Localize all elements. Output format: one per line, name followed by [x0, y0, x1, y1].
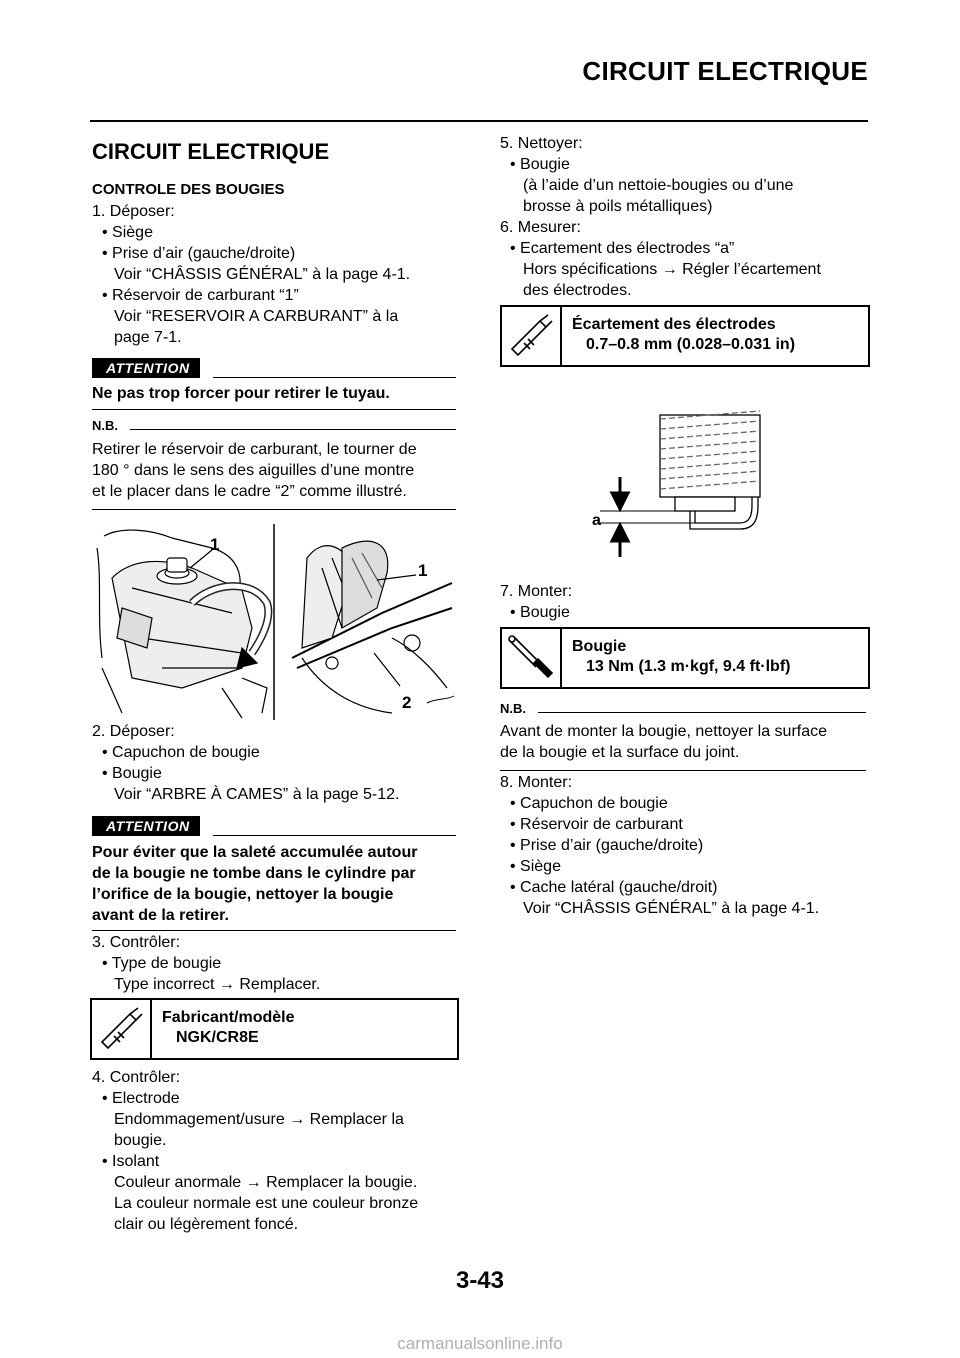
nb-text: 180 ° dans le sens des aiguilles d’une montre	[92, 462, 415, 479]
nb-rule	[130, 429, 456, 430]
step-7-item: • Bougie	[510, 604, 570, 621]
attention-text: avant de la retirer.	[92, 907, 229, 924]
step-4-detail: bougie.	[114, 1132, 167, 1149]
spec-name: Fabricant/modèle	[162, 1009, 295, 1026]
attention-text: de la bougie ne tombe dans le cylindre par	[92, 865, 416, 882]
step-4-detail: Endommagement/usure → Remplacer la	[114, 1111, 404, 1128]
attention-end-rule	[92, 930, 456, 931]
section-title: CIRCUIT ELECTRIQUE	[92, 139, 330, 164]
step-4-item: • Isolant	[102, 1153, 160, 1170]
running-header: CIRCUIT ELECTRIQUE	[582, 56, 868, 86]
step-6-heading: 6. Mesurer:	[500, 219, 581, 236]
watermark: carmanualsonline.info	[397, 1334, 563, 1353]
step-8-item: • Siège	[510, 858, 561, 875]
attention-rule	[213, 835, 456, 836]
nb-label: N.B.	[500, 701, 526, 716]
step-3-heading: 3. Contrôler:	[92, 934, 181, 951]
step-7-heading: 7. Monter:	[500, 583, 573, 600]
step-6-item: • Ecartement des électrodes “a”	[510, 240, 735, 257]
step-2-item: • Capuchon de bougie	[102, 744, 260, 761]
nb-text: Retirer le réservoir de carburant, le tourner de	[92, 441, 417, 458]
spec-name: Écartement des électrodes	[572, 316, 776, 333]
spec-value: NGK/CR8E	[176, 1029, 259, 1046]
step-2-item: • Bougie	[102, 765, 162, 782]
step-4-item: • Electrode	[102, 1090, 180, 1107]
attention-text: Ne pas trop forcer pour retirer le tuyau.	[92, 385, 390, 402]
step-8-ref: Voir “CHÂSSIS GÉNÉRAL” à la page 4-1.	[523, 900, 820, 917]
step-1-ref: Voir “RESERVOIR A CARBURANT” à la	[114, 308, 399, 325]
spec-name: Bougie	[572, 638, 627, 655]
gap-callout-a: a	[592, 512, 601, 529]
attention-label: ATTENTION	[92, 816, 200, 836]
nb-end-rule	[500, 770, 866, 771]
nb-text: et le placer dans le cadre “2” comme illustré.	[92, 483, 407, 500]
step-4-heading: 4. Contrôler:	[92, 1069, 181, 1086]
step-8-item: • Réservoir de carburant	[510, 816, 683, 833]
nb-text: de la bougie et la surface du joint.	[500, 744, 740, 761]
step-4-detail: Couleur anormale → Remplacer la bougie.	[114, 1174, 418, 1191]
torque-wrench-icon	[502, 629, 562, 687]
step-2-heading: 2. Déposer:	[92, 723, 175, 740]
step-6-detail: Hors spécifications → Régler l’écartement	[523, 261, 821, 278]
step-1-heading: 1. Déposer:	[92, 203, 175, 220]
step-8-item: • Cache latéral (gauche/droit)	[510, 879, 718, 896]
caliper-icon	[502, 307, 562, 365]
fuel-tank-illustration	[92, 518, 458, 724]
step-5-detail: brosse à poils métalliques)	[523, 198, 713, 215]
caliper-icon	[92, 1000, 152, 1058]
step-1-ref: Voir “CHÂSSIS GÉNÉRAL” à la page 4-1.	[114, 266, 411, 283]
nb-end-rule	[92, 509, 456, 510]
attention-rule	[213, 377, 456, 378]
figure-callout-1: 1	[418, 561, 428, 580]
attention-label: ATTENTION	[92, 358, 200, 378]
step-3-detail: Type incorrect → Remplacer.	[114, 976, 321, 993]
step-8-item: • Capuchon de bougie	[510, 795, 668, 812]
step-8-item: • Prise d’air (gauche/droite)	[510, 837, 704, 854]
step-5-heading: 5. Nettoyer:	[500, 135, 583, 152]
nb-label: N.B.	[92, 418, 118, 433]
nb-rule	[538, 712, 866, 713]
step-6-detail: des électrodes.	[523, 282, 632, 299]
subsection-title: CONTROLE DES BOUGIES	[92, 181, 285, 198]
step-5-item: • Bougie	[510, 156, 570, 173]
header-rule	[90, 120, 868, 122]
nb-text: Avant de monter la bougie, nettoyer la surface	[500, 723, 828, 740]
step-4-detail: clair ou légèrement foncé.	[114, 1216, 299, 1233]
spec-box-electrode-gap	[500, 305, 870, 367]
step-1-ref: page 7-1.	[114, 329, 182, 346]
step-2-ref: Voir “ARBRE À CAMES” à la page 5-12.	[114, 786, 400, 803]
spark-plug-gap-illustration	[580, 405, 780, 565]
step-1-item: • Réservoir de carburant “1”	[102, 287, 299, 304]
page-number: 3-43	[455, 1267, 505, 1294]
attention-end-rule	[92, 409, 456, 410]
step-4-detail: La couleur normale est une couleur bronze	[114, 1195, 419, 1212]
step-3-item: • Type de bougie	[102, 955, 222, 972]
step-1-item: • Prise d’air (gauche/droite)	[102, 245, 296, 262]
spec-value: 13 Nm (1.3 m·kgf, 9.4 ft·lbf)	[586, 658, 791, 675]
figure-callout-1: 1	[210, 535, 220, 554]
spec-box-plug-torque	[500, 627, 870, 689]
attention-text: l’orifice de la bougie, nettoyer la bougie	[92, 886, 394, 903]
step-8-heading: 8. Monter:	[500, 774, 573, 791]
figure-callout-2: 2	[402, 693, 412, 712]
step-5-detail: (à l’aide d’un nettoie-bougies ou d’une	[523, 177, 794, 194]
spec-box-plug-type	[90, 998, 459, 1060]
attention-text: Pour éviter que la saleté accumulée autour	[92, 844, 418, 861]
spec-value: 0.7–0.8 mm (0.028–0.031 in)	[586, 336, 796, 353]
step-1-item: • Siège	[102, 224, 153, 241]
